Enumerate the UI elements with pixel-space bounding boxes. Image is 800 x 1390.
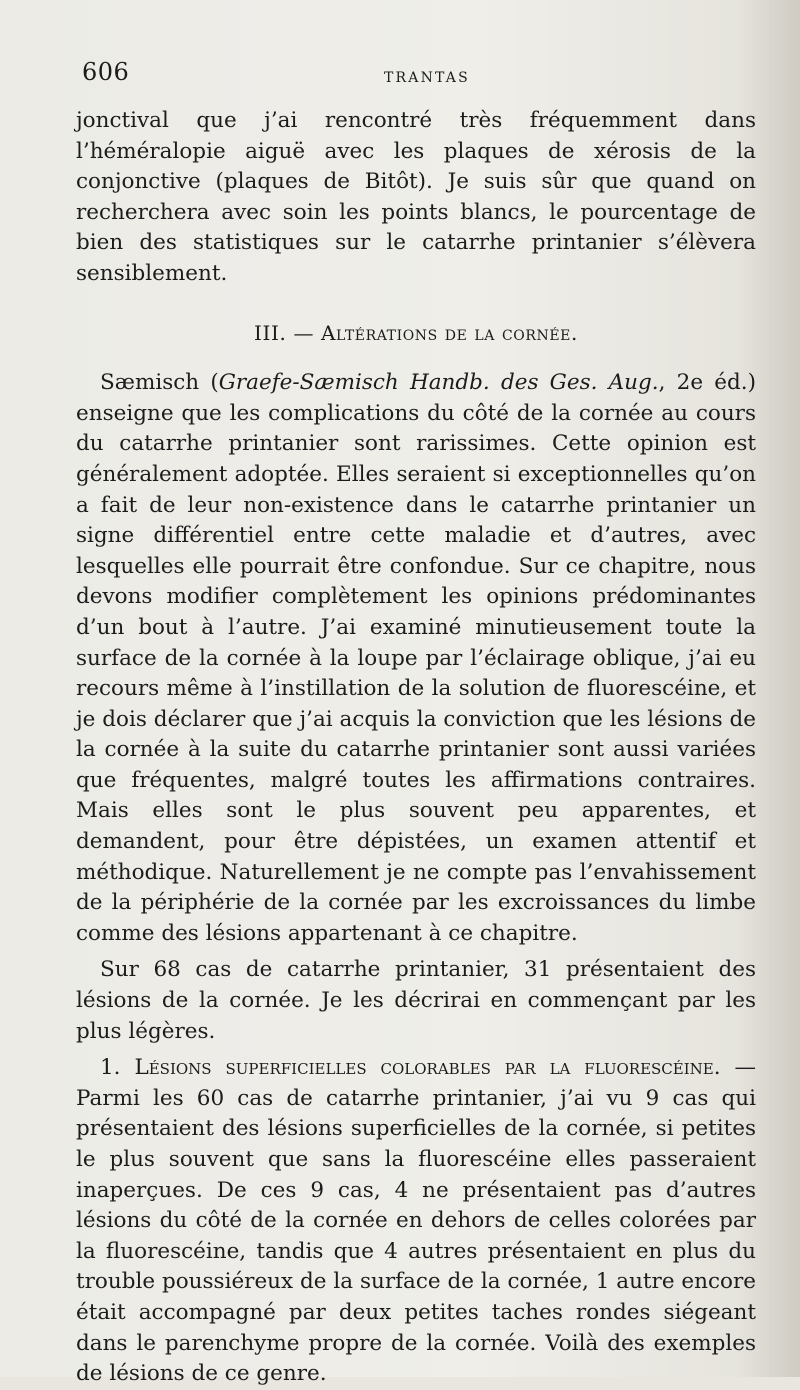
- item-number: 1.: [100, 1055, 135, 1081]
- heading-dash: —: [720, 1055, 757, 1081]
- paragraph-superficial-lesions: [76, 1053, 756, 1390]
- section-heading: [76, 318, 756, 349]
- citation-title: Graefe-Sæmisch Handb. des Ges. Aug.: [218, 370, 659, 396]
- section-numeral: III. —: [254, 320, 322, 345]
- paragraph-saemisch: [76, 368, 756, 949]
- paragraph-text: enseigne que les complications du côté de la cornée au cours du catarrhe printanier sont rarissimes. Cette opinion est généralement adoptée. Elles seraient si exceptionnelles qu’on a fait de leur non-existence dans le catarrhe printanier un signe différentiel entre cette maladie et d’autres, avec lesquelles elle pourrait être confondue. Sur ce chapitre, nous devons modifier complètement les opinions prédominantes d’un bout à l’autre. J’ai examiné minutieusement toute la surface de la cornée à la loupe par l’éclairage oblique, j’ai eu recours même à l’instillation de la solution de fluorescéine, et je dois déclarer que j’ai acquis la conviction que les lésions de la cornée à la suite du catarrhe printanier sont aussi variées que fréquentes, malgré toutes les affirmations contraires. Mais elles sont le plus souvent peu apparentes, et demandent, pour être dépistées, un examen attentif et méthodique. Naturellement je ne compte pas l’envahissement de la périphérie de la cornée par les excroissances du limbe comme des lésions appartenant à ce chapitre.: [76, 400, 756, 946]
- paragraph-continuation: jonctival que j’ai rencontré très fréquemment dans l’héméralopie aiguë avec les plaques de xérosis de la conjonctive (plaques de Bitôt). Je suis sûr que quand on recherchera avec soin les points blancs, le pourcentage de bien des statistiques sur le catarrhe printanier s’élèvera sensiblement.: [76, 108, 756, 286]
- author-name: Sæmisch (: [100, 370, 219, 396]
- citation-edition: , 2e éd.): [658, 370, 756, 396]
- section-title: Altérations de la cornée.: [321, 320, 578, 345]
- subsection-heading: Lésions superficielles colorables par la fluorescéine.: [134, 1055, 721, 1081]
- page-number: 606: [82, 58, 130, 86]
- running-head: TRANTAS: [384, 70, 470, 86]
- page-header: [82, 58, 752, 92]
- paragraph-text: Parmi les 60 cas de catarrhe printanier, j’ai vu 9 cas qui présentaient des lésions superficielles de la cornée, si petites le plus souvent que sans la fluorescéine elles passeraient inaperçues. De ces 9 cas, 4 ne présentaient pas d’autres lésions du côté de la cornée en dehors de celles colorées par la fluorescéine, tandis que 4 autres présentaient en plus du trouble poussiéreux de la surface de la cornée, 1 autre encore était accompagné par deux petites taches rondes siégeant dans le parenchyme propre de la cornée. Voilà des exemples de lésions de ce genre.: [76, 1085, 756, 1387]
- page-body: [76, 106, 756, 1390]
- paragraph-statistics: Sur 68 cas de catarrhe printanier, 31 présentaient des lésions de la cornée. Je les décrirai en commençant par les plus légères.: [76, 957, 756, 1044]
